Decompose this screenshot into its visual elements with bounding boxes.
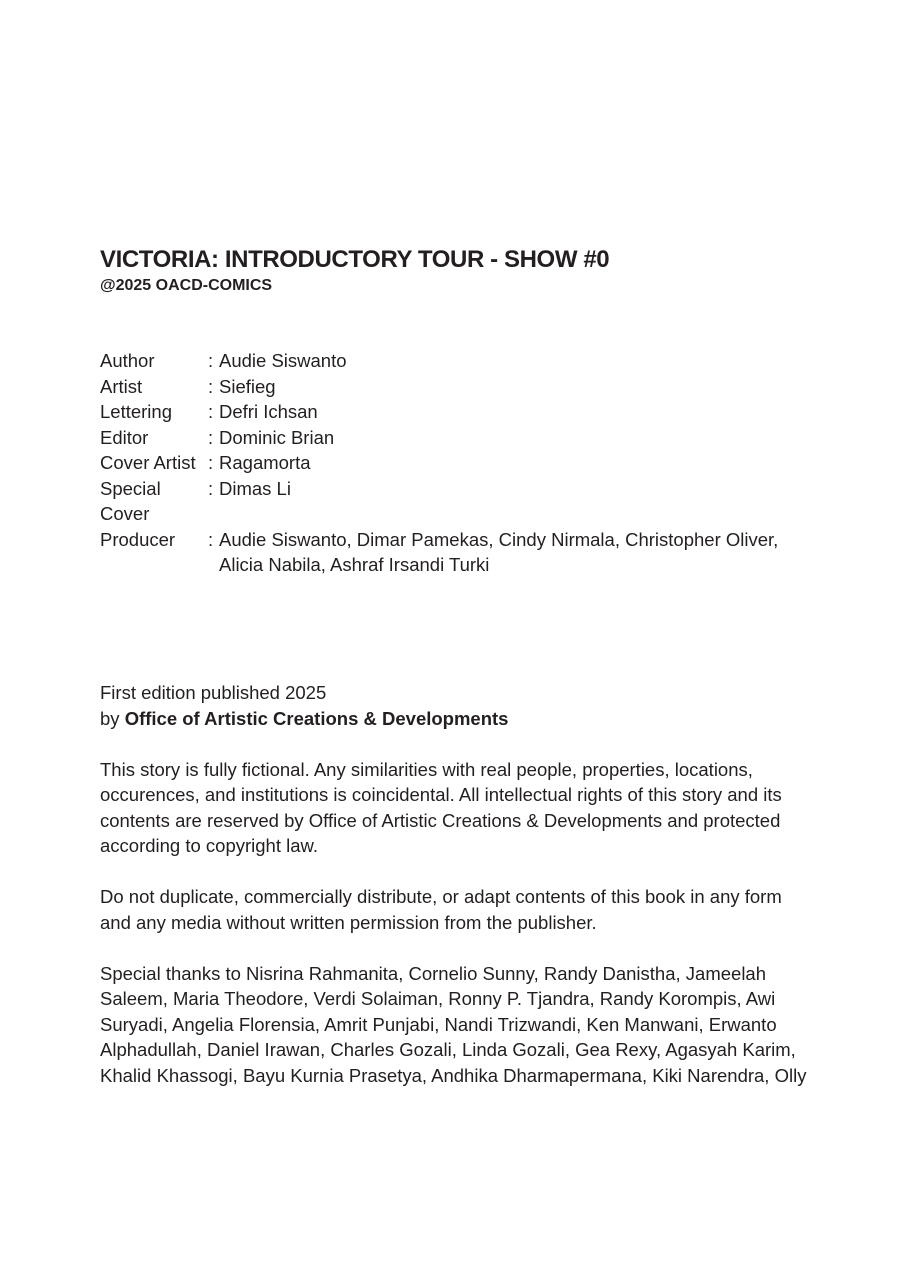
disclaimer-paragraph: This story is fully fictional. Any similarities with real people, properties, locations, occurences, and institutions is coincidental. All intellectual rights of this story and its contents are reserved by Office of Artistic Creations & Developments and protected according to copyright law. <box>100 758 782 856</box>
book-title: VICTORIA: INTRODUCTORY TOUR - SHOW #0 <box>100 246 610 273</box>
publication-notes <box>100 680 815 1114</box>
special-thanks-paragraph: Special thanks to Nisrina Rahmanita, Cornelio Sunny, Randy Danistha, Jameelah Saleem, Maria Theodore, Verdi Solaiman, Ronny P. Tjandra, Randy Korompis, Awi Suryadi, Angelia Florensia, Amrit Punjabi, Nandi Trizwandi, Ken Manwani, Erwanto Alphadullah, Daniel Irawan, Charles Gozali, Linda Gozali, Gea Rexy, Agasyah Karim, Khalid Khassogi, Bayu Kurnia Prasetya, Andhika Dharmapermana, Kiki Narendra, Olly <box>100 962 807 1086</box>
edition-block <box>100 680 815 731</box>
credit-role: Special Cover <box>100 477 161 524</box>
publisher-name: Office of Artistic Creations & Developments <box>124 707 509 729</box>
credit-row-lettering <box>100 399 820 425</box>
credit-row-author <box>100 348 820 374</box>
rights-notice-paragraph: Do not duplicate, commercially distribute, or adapt contents of this book in any form and any media without written permission from the publisher. <box>100 886 782 933</box>
credit-separator: : <box>208 426 214 448</box>
credit-name: Dominic Brian <box>219 426 335 448</box>
credit-separator: : <box>208 452 214 473</box>
credit-separator: : <box>208 477 214 499</box>
credit-role: Author <box>100 350 155 371</box>
credit-role: Producer <box>100 528 176 550</box>
credit-name: Audie Siswanto <box>219 350 347 371</box>
credit-row-producer <box>100 527 820 578</box>
credit-role: Editor <box>100 426 149 448</box>
credit-row-special-cover <box>100 476 820 527</box>
copyright-line: @2025 OACD-COMICS <box>100 277 273 294</box>
credit-role: Lettering <box>100 401 172 422</box>
credit-separator: : <box>208 528 214 550</box>
credit-row-cover-artist <box>100 450 820 476</box>
publisher-prefix: by <box>100 707 120 729</box>
credit-role: Cover Artist <box>100 452 196 473</box>
credit-separator: : <box>208 401 214 422</box>
edition-line: First edition published 2025 <box>100 682 327 703</box>
credit-separator: : <box>208 375 214 397</box>
credit-row-editor <box>100 425 820 451</box>
credits-page <box>100 0 820 1280</box>
credits-list <box>100 348 820 578</box>
credit-role: Artist <box>100 375 143 397</box>
credit-name: Defri Ichsan <box>219 401 318 422</box>
credit-row-artist <box>100 374 820 400</box>
credit-separator: : <box>208 350 214 371</box>
credit-name: Siefieg <box>219 375 276 397</box>
credit-name: Ragamorta <box>219 452 311 473</box>
credit-name: Dimas Li <box>219 477 291 499</box>
credit-name: Audie Siswanto, Dimar Pamekas, Cindy Nirmala, Christopher Oliver, Alicia Nabila, Ashraf Irsandi Turki <box>219 528 779 575</box>
